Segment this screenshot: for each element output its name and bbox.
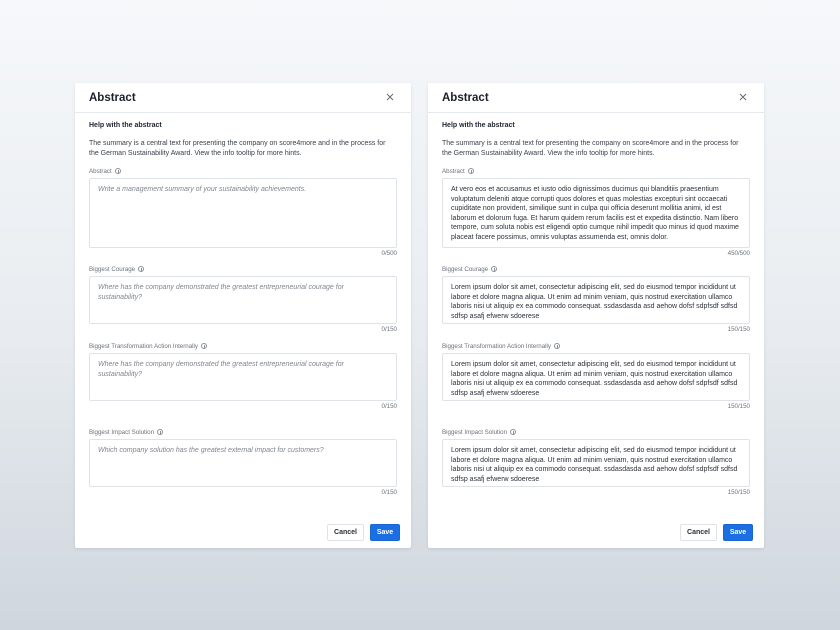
- info-icon[interactable]: [115, 168, 121, 174]
- field-biggest-transformation: [442, 342, 750, 412]
- help-title: Help with the abstract: [442, 122, 515, 129]
- dialog-title: Abstract: [89, 92, 136, 104]
- field-label: Biggest Courage: [89, 265, 136, 273]
- abstract-dialog-empty: [75, 83, 411, 548]
- field-label: Biggest Transformation Action Internally: [442, 342, 552, 350]
- save-button[interactable]: Save: [370, 524, 400, 541]
- cancel-button[interactable]: Cancel: [327, 524, 364, 541]
- biggest-transformation-textarea[interactable]: Lorem ipsum dolor sit amet, consectetur adipiscing elit, sed do eiusmod tempor incididunt ut labore et dolore magna aliqua. Ut enim ad minim veniam, quis nostrud exercitation ullamco laboris nisi ut aliquip ex ea commodo consequat. ssdasdasda asd aehow dofsf sdpfsdf sdfsd sdfsp asafj efwerw sdoerese: [442, 353, 750, 401]
- info-icon[interactable]: [138, 266, 144, 272]
- abstract-textarea[interactable]: At vero eos et accusamus et iusto odio dignissimos ducimus qui blanditiis praesentium voluptatum deleniti atque corrupti quos dolores et quas molestias excepturi sint occaecati cupiditate non provident, similique sunt in culpa qui officia deserunt mollitia animi, id est laborum et dolorum fuga. Et harum quidem rerum facilis est et expedita distinctio. Nam libero tempore, cum soluta nobis est eligendi optio cumque nihil impedit quo minus id quod maxime placeat facere possimus, omnis voluptas assumenda est, omnis dolor.: [442, 178, 750, 248]
- dialog-title: Abstract: [442, 92, 489, 104]
- help-text: The summary is a central text for presenting the company on score4more and in the process for the German Sustainability Award. View the info tooltip for more hints.: [442, 140, 739, 157]
- close-icon: [385, 92, 395, 102]
- field-biggest-transformation: [89, 342, 397, 412]
- help-title: Help with the abstract: [89, 122, 162, 129]
- char-counter: 0/150: [381, 489, 397, 496]
- info-icon[interactable]: [554, 343, 560, 349]
- field-label: Abstract: [442, 167, 465, 175]
- cancel-button[interactable]: Cancel: [680, 524, 717, 541]
- abstract-textarea[interactable]: Write a management summary of your sustainability achievements.: [89, 178, 397, 248]
- field-label: Biggest Impact Solution: [442, 428, 508, 436]
- char-counter: 0/150: [381, 326, 397, 333]
- biggest-courage-textarea[interactable]: Lorem ipsum dolor sit amet, consectetur adipiscing elit, sed do eiusmod tempor incididunt ut labore et dolore magna aliqua. Ut enim ad minim veniam, quis nostrud exercitation ullamco laboris nisi ut aliquip ex ea commodo consequat. ssdasdasda asd aehow dofsf sdpfsdf sdfsd sdfsp asafj efwerw sdoerese: [442, 276, 750, 324]
- info-icon[interactable]: [468, 168, 474, 174]
- char-counter: 0/150: [381, 403, 397, 410]
- field-label: Biggest Transformation Action Internally: [89, 342, 199, 350]
- close-button[interactable]: [738, 92, 748, 102]
- dialog-footer: [680, 524, 753, 541]
- info-icon[interactable]: [157, 429, 163, 435]
- field-biggest-courage: [89, 265, 397, 335]
- field-abstract: [89, 167, 397, 259]
- biggest-transformation-textarea[interactable]: Where has the company demonstrated the greatest entrepreneurial courage for sustainability?: [89, 353, 397, 401]
- save-button[interactable]: Save: [723, 524, 753, 541]
- biggest-impact-textarea[interactable]: Lorem ipsum dolor sit amet, consectetur adipiscing elit, sed do eiusmod tempor incididunt ut labore et dolore magna aliqua. Ut enim ad minim veniam, quis nostrud exercitation ullamco laboris nisi ut aliquip ex ea commodo consequat. ssdasdasda asd aehow dofsf sdpfsdf sdfsd sdfsp asafj efwerw sdoerese: [442, 439, 750, 487]
- field-label: Biggest Courage: [442, 265, 489, 273]
- info-icon[interactable]: [201, 343, 207, 349]
- char-counter: 150/150: [727, 403, 750, 410]
- field-label: Abstract: [89, 167, 112, 175]
- field-label: Biggest Impact Solution: [89, 428, 155, 436]
- dialog-header: [428, 83, 764, 113]
- info-icon[interactable]: [510, 429, 516, 435]
- char-counter: 150/150: [727, 326, 750, 333]
- close-icon: [738, 92, 748, 102]
- dialog-header: [75, 83, 411, 113]
- dialog-footer: [327, 524, 400, 541]
- field-biggest-impact: [442, 428, 750, 498]
- help-text: The summary is a central text for presenting the company on score4more and in the process for the German Sustainability Award. View the info tooltip for more hints.: [89, 140, 386, 157]
- close-button[interactable]: [385, 92, 395, 102]
- abstract-dialog-filled: [428, 83, 764, 548]
- biggest-impact-textarea[interactable]: Which company solution has the greatest external impact for customers?: [89, 439, 397, 487]
- biggest-courage-textarea[interactable]: Where has the company demonstrated the greatest entrepreneurial courage for sustainability?: [89, 276, 397, 324]
- char-counter: 0/500: [381, 250, 397, 257]
- info-icon[interactable]: [491, 266, 497, 272]
- char-counter: 450/500: [727, 250, 750, 257]
- field-biggest-impact: [89, 428, 397, 498]
- field-biggest-courage: [442, 265, 750, 335]
- char-counter: 150/150: [727, 489, 750, 496]
- field-abstract: [442, 167, 750, 259]
